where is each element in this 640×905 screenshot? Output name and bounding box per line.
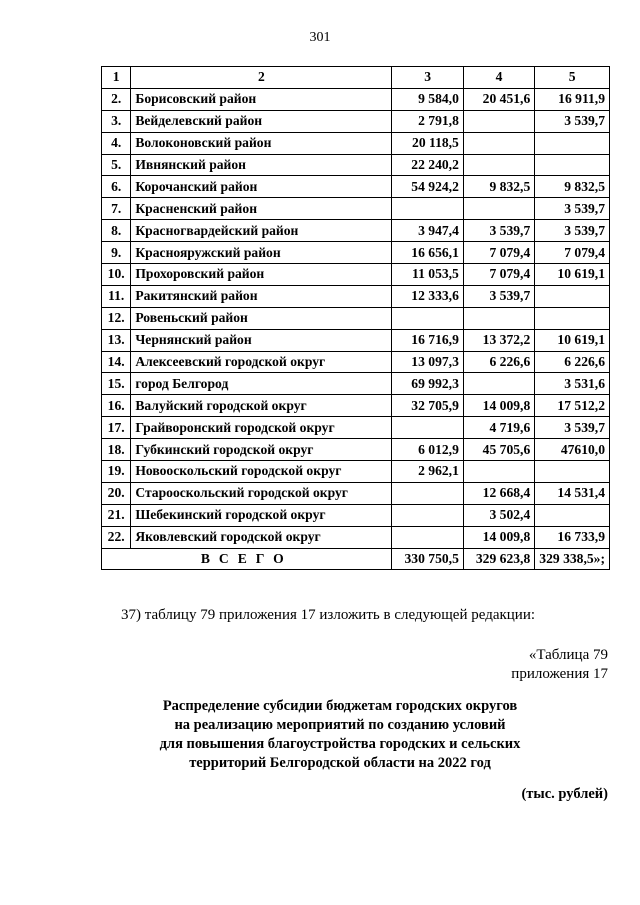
- value-col3: 54 924,2: [392, 176, 463, 198]
- value-col3: 2 791,8: [392, 110, 463, 132]
- value-col5: 3 539,7: [535, 198, 610, 220]
- table-row: [102, 395, 610, 417]
- value-col3: [392, 198, 463, 220]
- value-col5: 3 539,7: [535, 220, 610, 242]
- table-row: [102, 329, 610, 351]
- row-number: 2.: [102, 88, 131, 110]
- region-name: Валуйский городской округ: [131, 395, 392, 417]
- table-row: [102, 285, 610, 307]
- value-col4: [463, 154, 534, 176]
- row-number: 7.: [102, 198, 131, 220]
- region-name: Алексеевский городской округ: [131, 351, 392, 373]
- table-row: [102, 307, 610, 329]
- table-row: [102, 88, 610, 110]
- value-col5: 6 226,6: [535, 351, 610, 373]
- table-header-row: [102, 67, 610, 89]
- value-col3: [392, 417, 463, 439]
- row-number: 22.: [102, 526, 131, 548]
- row-number: 12.: [102, 307, 131, 329]
- region-name: Яковлевский городской округ: [131, 526, 392, 548]
- value-col5: [535, 461, 610, 483]
- value-col4: 7 079,4: [463, 242, 534, 264]
- value-col3: 3 947,4: [392, 220, 463, 242]
- region-name: Ракитянский район: [131, 285, 392, 307]
- row-number: 6.: [102, 176, 131, 198]
- value-col5: 17 512,2: [535, 395, 610, 417]
- value-col4: 4 719,6: [463, 417, 534, 439]
- header-cell: 1: [102, 67, 131, 89]
- value-col5: 7 079,4: [535, 242, 610, 264]
- region-name: Грайворонский городской округ: [131, 417, 392, 439]
- region-name: Краснояружский район: [131, 242, 392, 264]
- value-col4: 3 539,7: [463, 285, 534, 307]
- table-caption: [511, 646, 608, 684]
- value-col5: 16 733,9: [535, 526, 610, 548]
- region-name: Корочанский район: [131, 176, 392, 198]
- table-row: [102, 482, 610, 504]
- table-row: [102, 373, 610, 395]
- table-row: [102, 198, 610, 220]
- row-number: 11.: [102, 285, 131, 307]
- value-col3: 13 097,3: [392, 351, 463, 373]
- region-name: Красногвардейский район: [131, 220, 392, 242]
- row-number: 16.: [102, 395, 131, 417]
- value-col4: [463, 132, 534, 154]
- header-cell: 3: [392, 67, 463, 89]
- value-col4: 14 009,8: [463, 395, 534, 417]
- region-name: Волоконовский район: [131, 132, 392, 154]
- header-cell: 2: [131, 67, 392, 89]
- value-col3: 22 240,2: [392, 154, 463, 176]
- table-row: [102, 439, 610, 461]
- region-name: Вейделевский район: [131, 110, 392, 132]
- row-number: 15.: [102, 373, 131, 395]
- value-col4: 14 009,8: [463, 526, 534, 548]
- value-col4: 3 502,4: [463, 504, 534, 526]
- value-col5: 16 911,9: [535, 88, 610, 110]
- region-name: Чернянский район: [131, 329, 392, 351]
- region-name: Ровеньский район: [131, 307, 392, 329]
- value-col3: 69 992,3: [392, 373, 463, 395]
- value-col5: [535, 504, 610, 526]
- value-col5: 3 539,7: [535, 417, 610, 439]
- table-row: [102, 504, 610, 526]
- value-col3: 16 716,9: [392, 329, 463, 351]
- row-number: 9.: [102, 242, 131, 264]
- region-name: Красненский район: [131, 198, 392, 220]
- table-row: [102, 132, 610, 154]
- value-col3: [392, 307, 463, 329]
- value-col4: 45 705,6: [463, 439, 534, 461]
- value-col4: 6 226,6: [463, 351, 534, 373]
- value-col4: 20 451,6: [463, 88, 534, 110]
- total-c3: 330 750,5: [392, 548, 463, 570]
- value-col4: [463, 461, 534, 483]
- caption-line: приложения 17: [511, 666, 608, 682]
- row-number: 13.: [102, 329, 131, 351]
- region-name: Борисовский район: [131, 88, 392, 110]
- value-col4: 7 079,4: [463, 264, 534, 286]
- row-number: 8.: [102, 220, 131, 242]
- total-label: ВСЕГО: [102, 548, 392, 570]
- value-col5: [535, 285, 610, 307]
- title-line: территорий Белгородской области на 2022 год: [189, 755, 491, 771]
- row-number: 5.: [102, 154, 131, 176]
- value-col4: 9 832,5: [463, 176, 534, 198]
- value-col5: 10 619,1: [535, 264, 610, 286]
- value-col3: 11 053,5: [392, 264, 463, 286]
- row-number: 18.: [102, 439, 131, 461]
- caption-line: «Таблица 79: [528, 647, 608, 663]
- row-number: 10.: [102, 264, 131, 286]
- region-name: Ивнянский район: [131, 154, 392, 176]
- value-col5: [535, 132, 610, 154]
- value-col5: 10 619,1: [535, 329, 610, 351]
- table-row: [102, 154, 610, 176]
- value-col5: 47610,0: [535, 439, 610, 461]
- value-col5: 9 832,5: [535, 176, 610, 198]
- value-col5: 3 539,7: [535, 110, 610, 132]
- value-col5: [535, 307, 610, 329]
- value-col3: 9 584,0: [392, 88, 463, 110]
- region-name: город Белгород: [131, 373, 392, 395]
- total-c5: 329 338,5»;: [535, 548, 610, 570]
- table-row: [102, 110, 610, 132]
- region-name: Новооскольский городской округ: [131, 461, 392, 483]
- value-col3: 6 012,9: [392, 439, 463, 461]
- title-line: для повышения благоустройства городских и сельских: [159, 736, 521, 752]
- value-col3: 16 656,1: [392, 242, 463, 264]
- table-row: [102, 351, 610, 373]
- row-number: 21.: [102, 504, 131, 526]
- value-col5: 14 531,4: [535, 482, 610, 504]
- total-c4: 329 623,8: [463, 548, 534, 570]
- value-col4: [463, 373, 534, 395]
- region-name: Шебекинский городской округ: [131, 504, 392, 526]
- row-number: 3.: [102, 110, 131, 132]
- region-name: Прохоровский район: [131, 264, 392, 286]
- value-col4: 13 372,2: [463, 329, 534, 351]
- table-row: [102, 526, 610, 548]
- value-col5: [535, 154, 610, 176]
- value-col4: 12 668,4: [463, 482, 534, 504]
- value-col4: [463, 307, 534, 329]
- value-col3: [392, 504, 463, 526]
- document-title: [60, 697, 620, 773]
- row-number: 17.: [102, 417, 131, 439]
- value-col4: [463, 110, 534, 132]
- subsidy-table: [101, 66, 610, 570]
- total-row: [102, 548, 610, 570]
- value-col4: 3 539,7: [463, 220, 534, 242]
- units-label: (тыс. рублей): [521, 786, 608, 802]
- value-col3: [392, 526, 463, 548]
- value-col3: 2 962,1: [392, 461, 463, 483]
- table-row: [102, 176, 610, 198]
- value-col3: 20 118,5: [392, 132, 463, 154]
- value-col5: 3 531,6: [535, 373, 610, 395]
- row-number: 14.: [102, 351, 131, 373]
- value-col3: 12 333,6: [392, 285, 463, 307]
- title-line: на реализацию мероприятий по созданию условий: [174, 717, 506, 733]
- table-row: [102, 417, 610, 439]
- row-number: 20.: [102, 482, 131, 504]
- value-col3: 32 705,9: [392, 395, 463, 417]
- page-number: 301: [309, 30, 331, 45]
- title-line: Распределение субсидии бюджетам городских округов: [162, 698, 518, 714]
- row-number: 4.: [102, 132, 131, 154]
- instruction-paragraph: 37) таблицу 79 приложения 17 изложить в следующей редакции:: [121, 607, 536, 623]
- table-row: [102, 242, 610, 264]
- value-col4: [463, 198, 534, 220]
- region-name: Старооскольский городской округ: [131, 482, 392, 504]
- row-number: 19.: [102, 461, 131, 483]
- table-row: [102, 220, 610, 242]
- value-col3: [392, 482, 463, 504]
- table-row: [102, 264, 610, 286]
- header-cell: 5: [535, 67, 610, 89]
- table-row: [102, 461, 610, 483]
- region-name: Губкинский городской округ: [131, 439, 392, 461]
- header-cell: 4: [463, 67, 534, 89]
